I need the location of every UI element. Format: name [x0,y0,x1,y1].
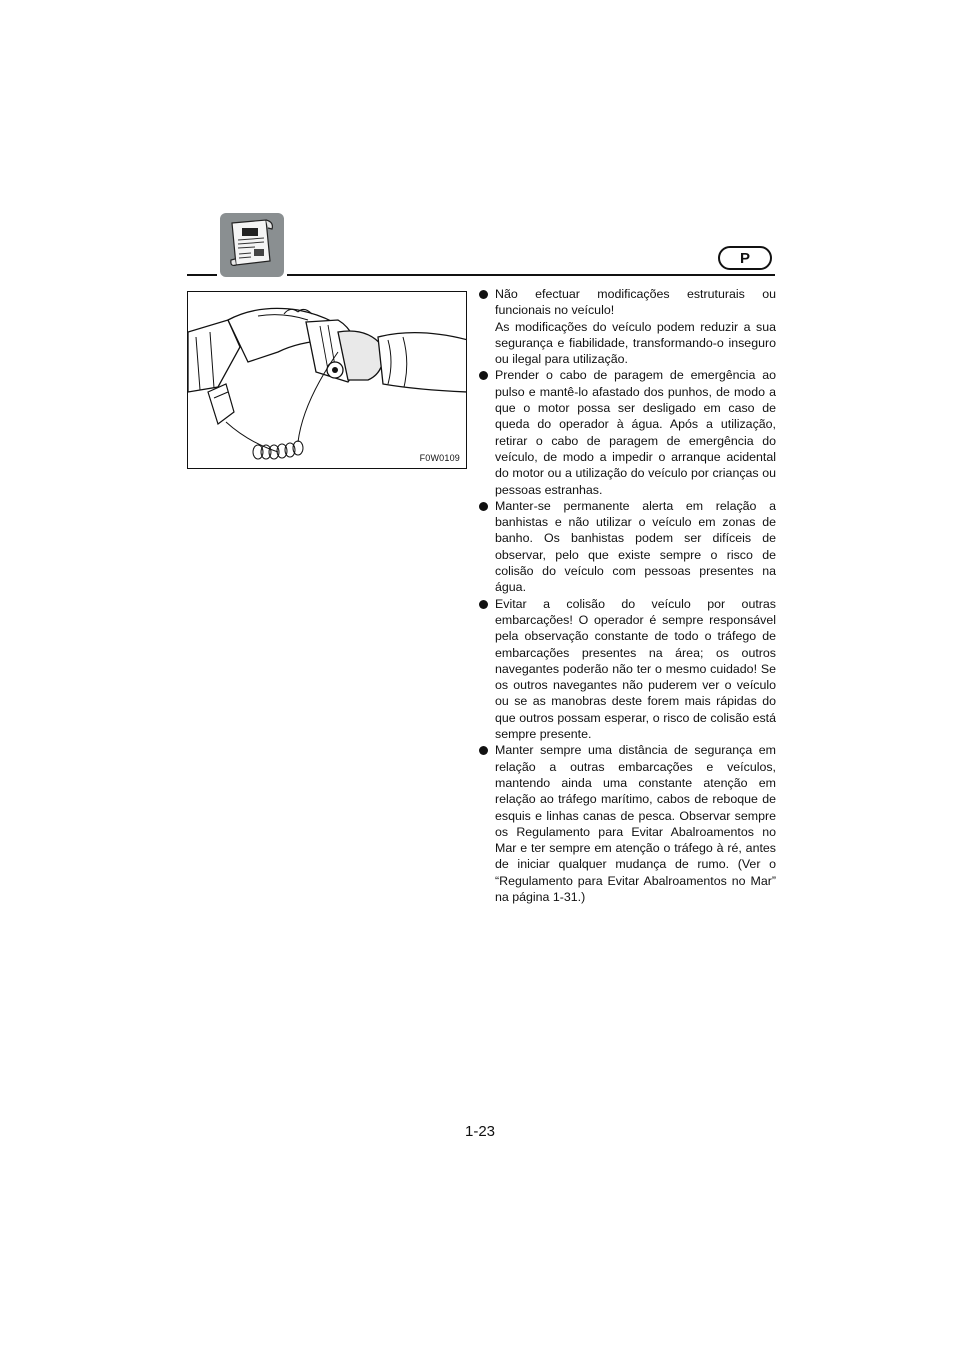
list-item [476,367,776,497]
safety-bullet-list [476,286,776,905]
bullet-text: Prender o cabo de paragem de emergência ao pulso e mantê-lo afastado dos punhos, de modo a que o motor possa ser desligado em caso de queda do operador à água. Após a utilização, retirar o cabo de paragem de emergência do veículo, de modo a impedir o arranque acidental do motor ou a utilização do veículo por crianças ou pessoas estranhas. [495,368,776,497]
bullet-text: Manter sempre uma distância de segurança em relação a outras embarcações e veículos, mantendo ainda uma constante atenção em relação ao tráfego marítimo, cabos de reboque de esquis e linhas canas de pesca. Observar sempre os Regulamento para Evitar Abalroamentos no Mar e ter sempre em atenção o tráfego à ré, antes de iniciar qualquer mudança de rumo. (Ver o “Regulamento para Evitar Abalroamentos no Mar” na página 1-31.) [495,743,776,904]
bullet-icon [479,600,488,609]
bullet-text: Manter-se permanente alerta em relação a banhistas e não utilizar o veículo em zonas de banho. Os banhistas podem ser difíceis de observar, pelo que existe sempre o risco de colisão do veículo com pessoas presentes na água. [495,498,776,595]
figure-code: F0W0109 [419,453,460,463]
bullet-text: Evitar a colisão do veículo por outras embarcações! O operador é sempre responsável pela observação constante de todo o tráfego de embarcações presentes na área; os outros navegantes poderão não ter o mesmo cuidado! Se os outros navegantes não puderem ver o veículo ou se as manobras deste forem mais rápidas do que outros possam esperar, o risco de colisão está sempre presente. [495,596,776,742]
header-rule-right [287,274,775,276]
wrist-lanyard-illustration [188,292,467,469]
bullet-text: As modificações do veículo podem reduzir a sua segurança e fiabilidade, transformando-o inseguro ou ilegal para utilização. [495,319,776,367]
bullet-icon [479,502,488,511]
bullet-text: Não efectuar modificações estruturais ou funcionais no veículo! [495,287,776,318]
wrist-lanyard-figure [187,291,467,469]
page-number-label: 1-23 [464,1123,496,1140]
manual-document-icon [220,213,284,277]
bullet-icon [479,290,488,299]
header-rule-left [187,274,217,276]
bullet-icon [479,371,488,380]
bullet-icon [479,746,488,755]
list-item [476,742,776,905]
list-item [476,596,776,743]
list-item [476,498,776,596]
list-item [476,286,776,367]
language-badge: P [718,246,772,270]
page-number [0,1123,960,1140]
